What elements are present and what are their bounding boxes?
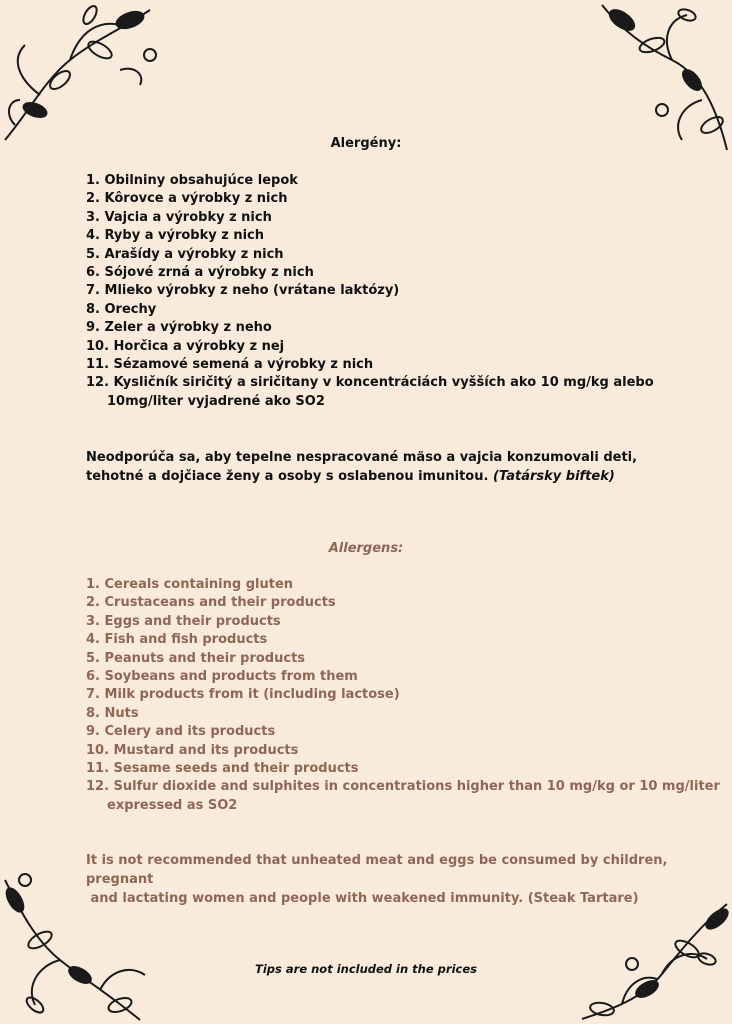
warning-line-1: It is not recommended that unheated meat and eggs be consumed by children, pregnant <box>86 853 668 887</box>
list-item <box>86 778 720 815</box>
allergen-list-sk <box>86 172 654 411</box>
list-item: 3. Vajcia a výrobky z nich <box>86 209 272 225</box>
list-item: 10. Horčica a výrobky z nej <box>86 338 285 354</box>
floral-ornament-top-left-icon <box>0 0 170 150</box>
list-item: 11. Sézamové semená a výrobky z nich <box>86 356 374 372</box>
list-item: 5. Arašídy a výrobky z nich <box>86 246 284 262</box>
allergens-title-en: Allergens: <box>328 541 404 556</box>
list-item-continuation: expressed as SO2 <box>107 797 238 813</box>
list-item-text: 12. Sulfur dioxide and sulphites in concentrations higher than 10 mg/kg or 10 mg/liter <box>86 779 720 795</box>
warning-line-2: tehotné a dojčiace ženy a osoby s oslabenou imunitou. <box>86 469 489 484</box>
list-item: 10. Mustard and its products <box>86 742 299 758</box>
list-item: 1. Obilniny obsahujúce lepok <box>86 173 298 188</box>
warning-line-1: Neodporúča sa, aby tepelne nespracované mäso a vajcia konzumovali deti, <box>86 450 638 465</box>
list-item: 9. Celery and its products <box>86 724 276 740</box>
list-item-text: 12. Kysličník siričitý a siričitany v koncentráciách vyšších ako 10 mg/kg alebo <box>86 375 654 391</box>
list-item-continuation: 10mg/liter vyjadrené ako SO2 <box>107 393 325 409</box>
allergen-list-en <box>86 576 720 815</box>
list-item: 8. Orechy <box>86 301 157 317</box>
warning-italic-note: (Tatársky biftek) <box>492 469 615 484</box>
list-item: 3. Eggs and their products <box>86 613 281 629</box>
warning-paragraph-sk <box>86 448 686 486</box>
list-item: 4. Ryby a výrobky z nich <box>86 228 265 244</box>
list-item: 2. Kôrovce a výrobky z nich <box>86 191 288 207</box>
allergens-title-sk: Alergény: <box>330 136 402 151</box>
tips-note: Tips are not included in the prices <box>255 962 477 976</box>
list-item: 8. Nuts <box>86 705 139 721</box>
list-item: 11. Sesame seeds and their products <box>86 760 359 776</box>
warning-line-2: and lactating women and people with weakened immunity. (Steak Tartare) <box>86 891 639 906</box>
list-item: 1. Cereals containing gluten <box>86 577 294 592</box>
list-item: 4. Fish and fish products <box>86 632 268 648</box>
list-item <box>86 374 654 411</box>
list-item: 5. Peanuts and their products <box>86 650 306 666</box>
list-item: 6. Soybeans and products from them <box>86 668 358 684</box>
warning-paragraph-en <box>86 851 726 908</box>
list-item: 7. Milk products from it (including lactose) <box>86 687 400 703</box>
list-item: 7. Mlieko výrobky z neho (vrátane laktózy) <box>86 283 400 299</box>
list-item: 6. Sójové zrná a výrobky z nich <box>86 264 314 280</box>
list-item: 2. Crustaceans and their products <box>86 595 336 611</box>
floral-ornament-bottom-right-icon <box>572 894 732 1024</box>
list-item: 9. Zeler a výrobky z neho <box>86 320 272 336</box>
